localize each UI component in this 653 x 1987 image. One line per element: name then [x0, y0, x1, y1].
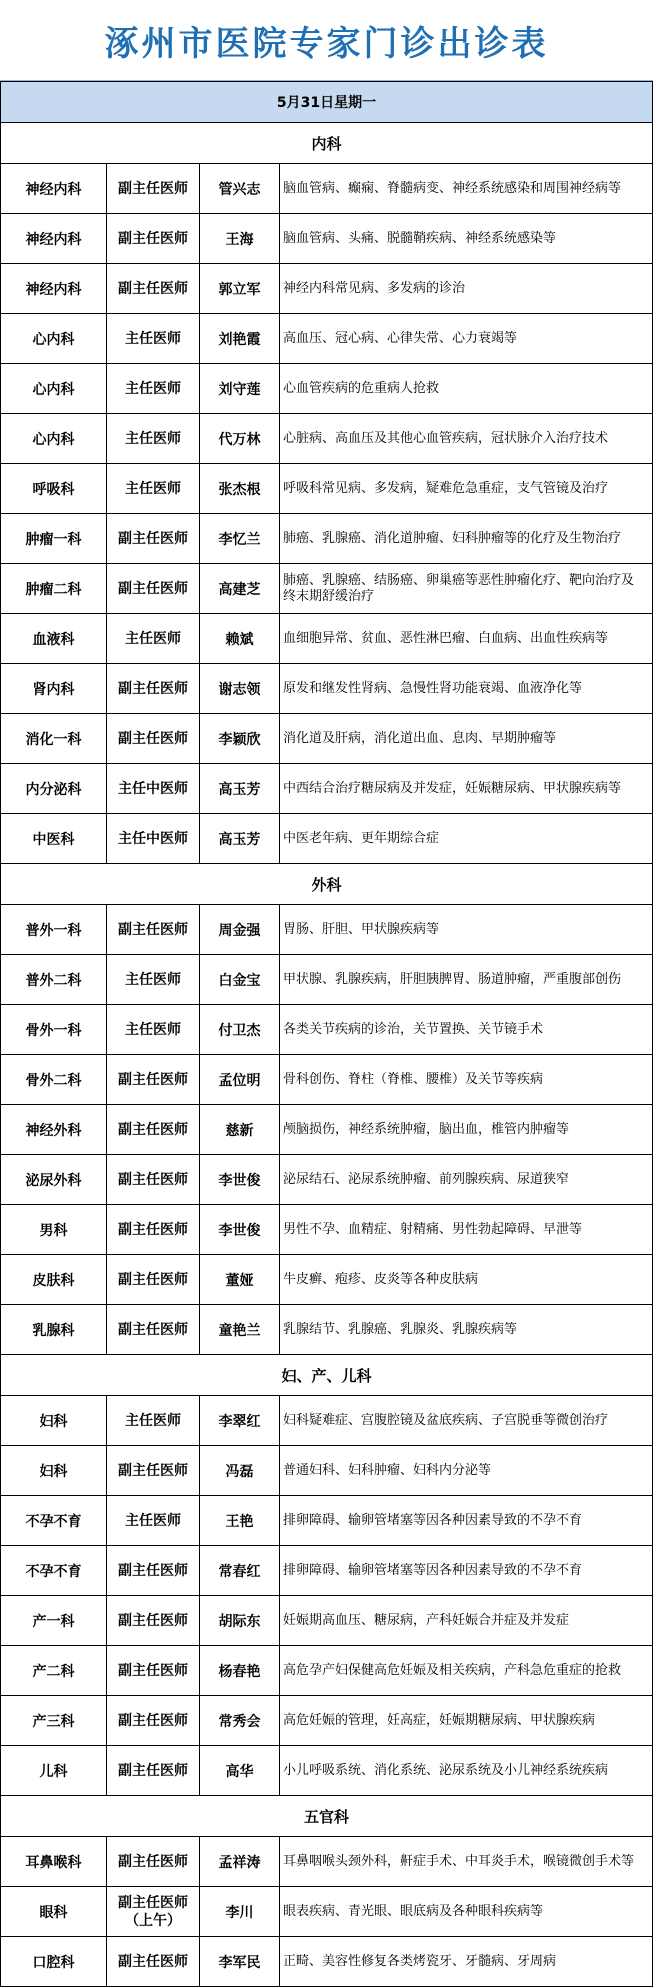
specialty-cell: 骨科创伤、脊柱（脊椎、腰椎）及关节等疾病	[280, 1055, 653, 1105]
table-row	[1, 664, 653, 714]
doctor-name-cell: 高华	[200, 1746, 280, 1796]
table-row	[1, 714, 653, 764]
table-row	[1, 764, 653, 814]
doctor-name-cell: 冯磊	[200, 1446, 280, 1496]
doctor-name-cell: 李世俊	[200, 1155, 280, 1205]
doctor-name-cell: 常秀会	[200, 1696, 280, 1746]
doctor-name-cell: 李军民	[200, 1937, 280, 1987]
specialty-cell: 中西结合治疗糖尿病及并发症，妊娠糖尿病、甲状腺疾病等	[280, 764, 653, 814]
department-cell: 神经外科	[1, 1105, 107, 1155]
specialty-cell: 妊娠期高血压、糖尿病，产科妊娠合并症及并发症	[280, 1596, 653, 1646]
doctor-title-cell: 副主任医师	[107, 1155, 200, 1205]
doctor-title-cell: 副主任医师	[107, 164, 200, 214]
doctor-name-cell: 王艳	[200, 1496, 280, 1546]
department-cell: 眼科	[1, 1887, 107, 1937]
specialty-cell: 眼表疾病、青光眼、眼底病及各种眼科疾病等	[280, 1887, 653, 1937]
department-cell: 呼吸科	[1, 464, 107, 514]
table-row	[1, 1596, 653, 1646]
specialty-cell: 血细胞异常、贫血、恶性淋巴瘤、白血病、出血性疾病等	[280, 614, 653, 664]
doctor-name-cell: 胡际东	[200, 1596, 280, 1646]
specialty-cell: 心血管疾病的危重病人抢救	[280, 364, 653, 414]
department-cell: 产一科	[1, 1596, 107, 1646]
department-cell: 耳鼻喉科	[1, 1837, 107, 1887]
table-row	[1, 1155, 653, 1205]
doctor-title-cell: 副主任医师	[107, 514, 200, 564]
section-title: 内科	[1, 123, 653, 164]
department-cell: 中医科	[1, 814, 107, 864]
doctor-name-cell: 李颖欣	[200, 714, 280, 764]
department-cell: 乳腺科	[1, 1305, 107, 1355]
specialty-cell: 正畸、美容性修复各类烤瓷牙、牙髓病、牙周病	[280, 1937, 653, 1987]
doctor-title-cell: 副主任医师	[107, 1837, 200, 1887]
specialty-cell: 男性不孕、血精症、射精痛、男性勃起障碍、早泄等	[280, 1205, 653, 1255]
doctor-title-cell: 副主任医师	[107, 1937, 200, 1987]
department-cell: 心内科	[1, 314, 107, 364]
date-label: 5月31日星期一	[1, 82, 653, 123]
specialty-cell: 肺癌、乳腺癌、消化道肿瘤、妇科肿瘤等的化疗及生物治疗	[280, 514, 653, 564]
specialty-cell: 高危孕产妇保健高危妊娠及相关疾病，产科急危重症的抢救	[280, 1646, 653, 1696]
table-row	[1, 564, 653, 614]
specialty-cell: 脑血管病、头痛、脱髓鞘疾病、神经系统感染等	[280, 214, 653, 264]
table-row	[1, 214, 653, 264]
specialty-cell: 普通妇科、妇科肿瘤、妇科内分泌等	[280, 1446, 653, 1496]
table-row	[1, 1746, 653, 1796]
doctor-name-cell: 李翠红	[200, 1396, 280, 1446]
doctor-title-cell: 副主任医师	[107, 714, 200, 764]
specialty-cell: 甲状腺、乳腺疾病，肝胆胰脾胃、肠道肿瘤，严重腹部创伤	[280, 955, 653, 1005]
department-cell: 儿科	[1, 1746, 107, 1796]
doctor-name-cell: 郭立军	[200, 264, 280, 314]
doctor-name-cell: 付卫杰	[200, 1005, 280, 1055]
doctor-title-cell: 副主任医师	[107, 1105, 200, 1155]
doctor-name-cell: 代万林	[200, 414, 280, 464]
specialty-cell: 各类关节疾病的诊治，关节置换、关节镜手术	[280, 1005, 653, 1055]
doctor-name-cell: 刘守莲	[200, 364, 280, 414]
specialty-cell: 泌尿结石、泌尿系统肿瘤、前列腺疾病、尿道狭窄	[280, 1155, 653, 1205]
section-header	[1, 1796, 653, 1837]
department-cell: 消化一科	[1, 714, 107, 764]
table-row	[1, 1305, 653, 1355]
specialty-cell: 原发和继发性肾病、急慢性肾功能衰竭、血液净化等	[280, 664, 653, 714]
department-cell: 产二科	[1, 1646, 107, 1696]
table-row	[1, 1646, 653, 1696]
doctor-title-cell: 主任医师	[107, 1396, 200, 1446]
specialty-cell: 消化道及肝病，消化道出血、息肉、早期肿瘤等	[280, 714, 653, 764]
section-title: 妇、产、儿科	[1, 1355, 653, 1396]
doctor-title-cell: 副主任医师	[107, 1746, 200, 1796]
table-row	[1, 464, 653, 514]
table-row	[1, 1105, 653, 1155]
doctor-name-cell: 高玉芳	[200, 764, 280, 814]
department-cell: 心内科	[1, 364, 107, 414]
doctor-title-cell: 主任中医师	[107, 764, 200, 814]
doctor-name-cell: 谢志领	[200, 664, 280, 714]
specialty-cell: 高血压、冠心病、心律失常、心力衰竭等	[280, 314, 653, 364]
table-row	[1, 955, 653, 1005]
department-cell: 妇科	[1, 1396, 107, 1446]
table-row	[1, 364, 653, 414]
specialty-cell: 小儿呼吸系统、消化系统、泌尿系统及小儿神经系统疾病	[280, 1746, 653, 1796]
doctor-name-cell: 董娅	[200, 1255, 280, 1305]
schedule-body	[1, 82, 653, 1987]
table-row	[1, 905, 653, 955]
doctor-title-cell: 副主任医师	[107, 1596, 200, 1646]
department-cell: 骨外二科	[1, 1055, 107, 1105]
doctor-title-cell: 副主任医师	[107, 264, 200, 314]
specialty-cell: 呼吸科常见病、多发病，疑难危急重症，支气管镜及治疗	[280, 464, 653, 514]
doctor-name-cell: 常春红	[200, 1546, 280, 1596]
table-row	[1, 1837, 653, 1887]
section-header	[1, 123, 653, 164]
doctor-name-cell: 杨春艳	[200, 1646, 280, 1696]
table-row	[1, 1055, 653, 1105]
section-header	[1, 864, 653, 905]
doctor-name-cell: 孟祥涛	[200, 1837, 280, 1887]
doctor-title-cell: 主任医师	[107, 1496, 200, 1546]
department-cell: 产三科	[1, 1696, 107, 1746]
doctor-name-cell: 张杰根	[200, 464, 280, 514]
section-header	[1, 1355, 653, 1396]
specialty-cell: 脑血管病、癫痫、脊髓病变、神经系统感染和周围神经病等	[280, 164, 653, 214]
doctor-title-cell: 副主任医师	[107, 905, 200, 955]
doctor-title-cell: 主任医师	[107, 614, 200, 664]
department-cell: 骨外一科	[1, 1005, 107, 1055]
doctor-title-cell: 副主任医师	[107, 664, 200, 714]
table-row	[1, 1546, 653, 1596]
doctor-title-cell: 副主任医师	[107, 214, 200, 264]
doctor-name-cell: 孟位明	[200, 1055, 280, 1105]
specialty-cell: 胃肠、肝胆、甲状腺疾病等	[280, 905, 653, 955]
department-cell: 神经内科	[1, 164, 107, 214]
table-row	[1, 1446, 653, 1496]
specialty-cell: 牛皮癣、疱疹、皮炎等各种皮肤病	[280, 1255, 653, 1305]
specialty-cell: 排卵障碍、输卵管堵塞等因各种因素导致的不孕不育	[280, 1496, 653, 1546]
doctor-name-cell: 王海	[200, 214, 280, 264]
table-row	[1, 164, 653, 214]
table-row	[1, 1005, 653, 1055]
department-cell: 泌尿外科	[1, 1155, 107, 1205]
department-cell: 男科	[1, 1205, 107, 1255]
doctor-name-cell: 慈新	[200, 1105, 280, 1155]
table-row	[1, 1887, 653, 1937]
table-row	[1, 814, 653, 864]
section-title: 外科	[1, 864, 653, 905]
specialty-cell: 乳腺结节、乳腺癌、乳腺炎、乳腺疾病等	[280, 1305, 653, 1355]
table-row	[1, 414, 653, 464]
doctor-name-cell: 刘艳霞	[200, 314, 280, 364]
doctor-name-cell: 高建芝	[200, 564, 280, 614]
section-title: 五官科	[1, 1796, 653, 1837]
doctor-title-cell: 主任医师	[107, 314, 200, 364]
doctor-title-cell: 副主任医师	[107, 1446, 200, 1496]
department-cell: 不孕不育	[1, 1546, 107, 1596]
department-cell: 皮肤科	[1, 1255, 107, 1305]
table-row	[1, 614, 653, 664]
page-title: 涿州市医院专家门诊出诊表	[104, 23, 549, 64]
specialty-cell: 耳鼻咽喉头颈外科，鼾症手术、中耳炎手术，喉镜微创手术等	[280, 1837, 653, 1887]
doctor-title-cell: 主任医师	[107, 1005, 200, 1055]
doctor-name-cell: 李川	[200, 1887, 280, 1937]
doctor-title-cell: 副主任医师	[107, 1205, 200, 1255]
doctor-title-cell: 主任医师	[107, 955, 200, 1005]
department-cell: 肿瘤一科	[1, 514, 107, 564]
doctor-name-cell: 赖斌	[200, 614, 280, 664]
doctor-title-cell: 副主任医师	[107, 1305, 200, 1355]
table-row	[1, 1205, 653, 1255]
doctor-name-cell: 白金宝	[200, 955, 280, 1005]
department-cell: 心内科	[1, 414, 107, 464]
specialty-cell: 神经内科常见病、多发病的诊治	[280, 264, 653, 314]
specialty-cell: 排卵障碍、输卵管堵塞等因各种因素导致的不孕不育	[280, 1546, 653, 1596]
doctor-title-cell: 副主任医师	[107, 564, 200, 614]
doctor-title-cell: 副主任医师（上午）	[107, 1887, 200, 1937]
specialty-cell: 妇科疑难症、宫腹腔镜及盆底疾病、子宫脱垂等微创治疗	[280, 1396, 653, 1446]
table-row	[1, 314, 653, 364]
specialty-cell: 高危妊娠的管理，妊高症，妊娠期糖尿病、甲状腺疾病	[280, 1696, 653, 1746]
doctor-name-cell: 高玉芳	[200, 814, 280, 864]
department-cell: 肾内科	[1, 664, 107, 714]
table-row	[1, 1937, 653, 1987]
specialty-cell: 中医老年病、更年期综合症	[280, 814, 653, 864]
department-cell: 肿瘤二科	[1, 564, 107, 614]
department-cell: 血液科	[1, 614, 107, 664]
doctor-title-cell: 主任医师	[107, 364, 200, 414]
table-row	[1, 514, 653, 564]
doctor-title-cell: 副主任医师	[107, 1055, 200, 1105]
doctor-title-cell: 副主任医师	[107, 1546, 200, 1596]
table-row	[1, 1496, 653, 1546]
doctor-name-cell: 李忆兰	[200, 514, 280, 564]
doctor-name-cell: 李世俊	[200, 1205, 280, 1255]
doctor-name-cell: 周金强	[200, 905, 280, 955]
table-row	[1, 1255, 653, 1305]
doctor-name-cell: 管兴志	[200, 164, 280, 214]
specialty-cell: 颅脑损伤，神经系统肿瘤，脑出血，椎管内肿瘤等	[280, 1105, 653, 1155]
department-cell: 神经内科	[1, 214, 107, 264]
department-cell: 口腔科	[1, 1937, 107, 1987]
department-cell: 普外一科	[1, 905, 107, 955]
table-row	[1, 1396, 653, 1446]
table-row	[1, 1696, 653, 1746]
department-cell: 妇科	[1, 1446, 107, 1496]
doctor-title-cell: 主任医师	[107, 414, 200, 464]
specialty-cell: 心脏病、高血压及其他心血管疾病，冠状脉介入治疗技术	[280, 414, 653, 464]
department-cell: 不孕不育	[1, 1496, 107, 1546]
department-cell: 神经内科	[1, 264, 107, 314]
header	[0, 0, 653, 81]
doctor-title-cell: 主任医师	[107, 464, 200, 514]
department-cell: 普外二科	[1, 955, 107, 1005]
department-cell: 内分泌科	[1, 764, 107, 814]
specialty-cell: 肺癌、乳腺癌、结肠癌、卵巢癌等恶性肿瘤化疗、靶向治疗及终末期舒缓治疗	[280, 564, 653, 614]
doctor-title-cell: 副主任医师	[107, 1255, 200, 1305]
date-row	[1, 82, 653, 123]
doctor-name-cell: 童艳兰	[200, 1305, 280, 1355]
doctor-title-cell: 副主任医师	[107, 1646, 200, 1696]
schedule-table	[0, 81, 653, 1987]
table-row	[1, 264, 653, 314]
doctor-title-cell: 副主任医师	[107, 1696, 200, 1746]
doctor-title-cell: 主任中医师	[107, 814, 200, 864]
